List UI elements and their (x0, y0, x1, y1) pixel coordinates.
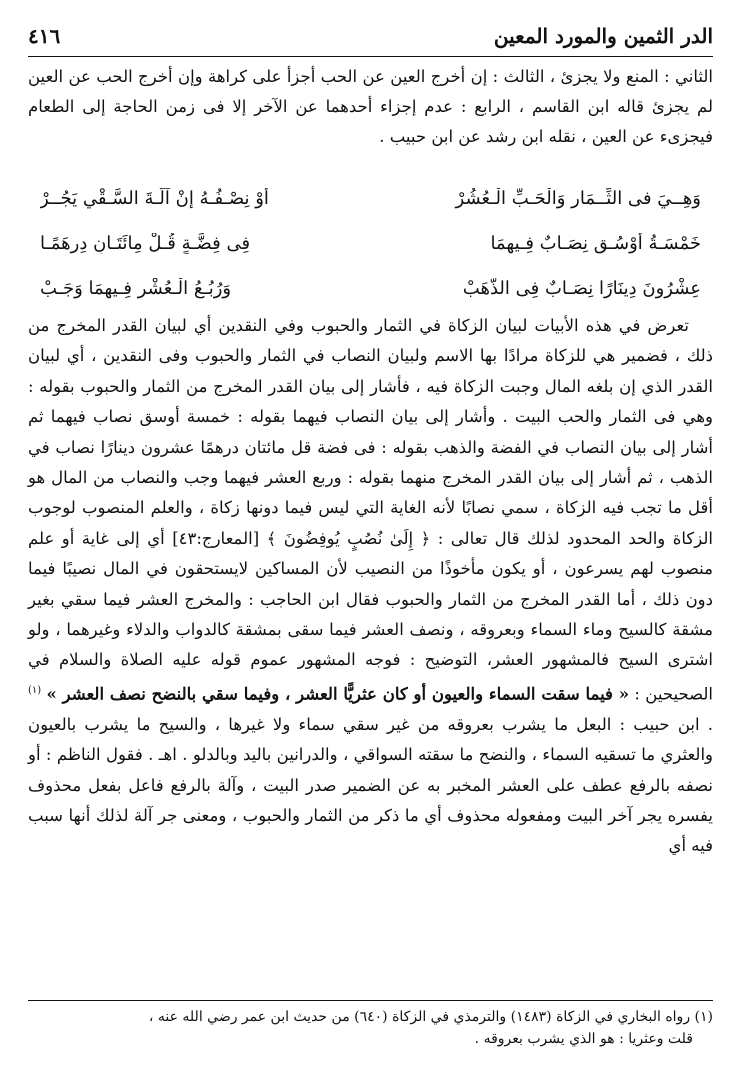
verse-second-hemistich: فِى فِضَّـةٍ قُـلْ مِائَتَـانِ دِرهَمًـا (40, 233, 251, 254)
footnote-line: قلت وعثريا : هو الذي يشرب بعروقه . (474, 1031, 693, 1047)
footnote-line: (١) رواه البخاري في الزكاة (١٤٨٣) والترمذي في الزكاة (٦٤٠) من حديث ابن عمر رضي الله عنه ، (148, 1009, 713, 1025)
header-divider (28, 56, 713, 57)
page-number: ٤١٦ (28, 24, 61, 48)
page-header (28, 20, 713, 52)
book-title: الدر الثمين والمورد المعين (493, 24, 713, 48)
verse-second-hemistich: وَرُبُـعُ الْـعُشْرِ فِـيهِمَا وَجَـبْ (40, 278, 232, 299)
commentary-paragraph (28, 311, 713, 862)
commentary-text: تعرض في هذه الأبيات لبيان الزكاة في الثمار والحبوب وفي النقدين أي لبيان القدر المخرج من ذلك ، فضمير هي للزكاة مرادًا بها الاسم ولبيان النصاب في الثمار والحبوب وفى النقدين ، أي لبيان القدر الذي إن بلغه المال وجبت الزكاة فيه ، فأشار إلى بيان القدر المخرج من الثمار والحبوب بقوله : وهي فى الثمار والحب البيت . وأشار إلى بيان النصاب فيهما بقوله : خمسة أوسق نصاب فيهما ثم أشار إلى بيان النصاب في الفضة والذهب بقوله : فى فضة قل مائتان درهمًا عشرون دينارًا نصاب في الذهب ، ثم أشار إلى بيان القدر المخرج منهما بقوله : وربع العشر فيهما وجب والنصاب من المال هو أقل ما تجب فيه الزكاة ، سمي نصابًا لأنه الغاية التي ليس فيما دونها زكاة ، والعلم المنصوب لوجوب الزكاة والحد المحدود لذلك قال تعالى : ﴿ إِلَىٰ نُصُبٍ يُوفِضُونَ ﴾ [المعارج:٤٣] أي إلى غاية أو علم منصوب لهم يسرعون ، أو يكون مأخوذًا من النصيب لأن المساكين لايستحقون في المال نصيبًا فيما دون ذلك ، أما القدر المخرج من الثمار والحبوب فقال ابن الحاجب : والمخرج العشر فيما سقي بغير مشقة كالسيح وماء السماء وبعروقه ، ونصف العشر فيما سقى بمشقة كالدواب والدلاء وغيرهما ، ولو اشترى السيح فالمشهور العشر، التوضيح : فوجه المشهور عموم قوله عليه الصلاة والسلام في الصحيحين : (28, 316, 714, 704)
verse-first-hemistich: عِشْرُونَ دِينَارًا نِصَـابٌ فِى الذَّهَبْ (462, 278, 701, 299)
commentary-text-continued: . ابن حبيب : البعل ما يشرب بعروقه من غير سقي سماء ولا غيرها ، والسيح ما يشرب بالعيون والعثري ما تسقيه السماء ، والنضح ما سقته السواقي ، والدرانين باليد وبالدلو . اهـ . فقول الناظم : أو نصفه بالرفع عطف على العشر المخبر به عن الضمير صدر البيت ، وآلة بالرفع فاعل بفعل محذوف يفسره يجر آخر البيت ومفعوله محذوف أي ما ذكر من الثمار والحبوب ، ومعنى جر آلة لذلك أنها سبب فيه أي (28, 714, 713, 856)
poem-verses (40, 176, 701, 311)
opening-paragraph: الثاني : المنع ولا يجزئ ، الثالث : إن أخرج العين عن الحب أجزأ على كراهة وإن أخرج الحب عن العين لم يجزئ قاله ابن القاسم ، الرابع : عدم إجزاء أحدهما عن الآخر إلا فى زمن الحاجة إلى الطعام فيجزىء عن العين ، نقله ابن رشد عن ابن حبيب . (28, 67, 713, 146)
footnote-reference[interactable]: (١) (28, 684, 42, 696)
hadith-quote: « فيما سقت السماء والعيون أو كان عثريًّا العشر ، وفيما سقي بالنضح نصف العشر » (46, 684, 630, 704)
footnotes (28, 1006, 713, 1050)
verse-first-hemistich: وَهِــيَ فى الثِّــمَارِ وَالْحَـبِّ الْـعُشُرْ (455, 188, 701, 209)
commentary-body (28, 311, 713, 862)
verse-line (40, 176, 701, 221)
footnote-divider (28, 1000, 713, 1001)
verse-line (40, 266, 701, 311)
verse-first-hemistich: خَمْسَـةُ أَوْسُـقٍ نِصَـابٌ فِـيهِمَا (490, 233, 701, 254)
verse-second-hemistich: أَوْ نِصْـفُـهُ إِنْ آلَـةَ السَّـقْيِ يَجُــرْ (40, 188, 269, 209)
verse-line (40, 221, 701, 266)
